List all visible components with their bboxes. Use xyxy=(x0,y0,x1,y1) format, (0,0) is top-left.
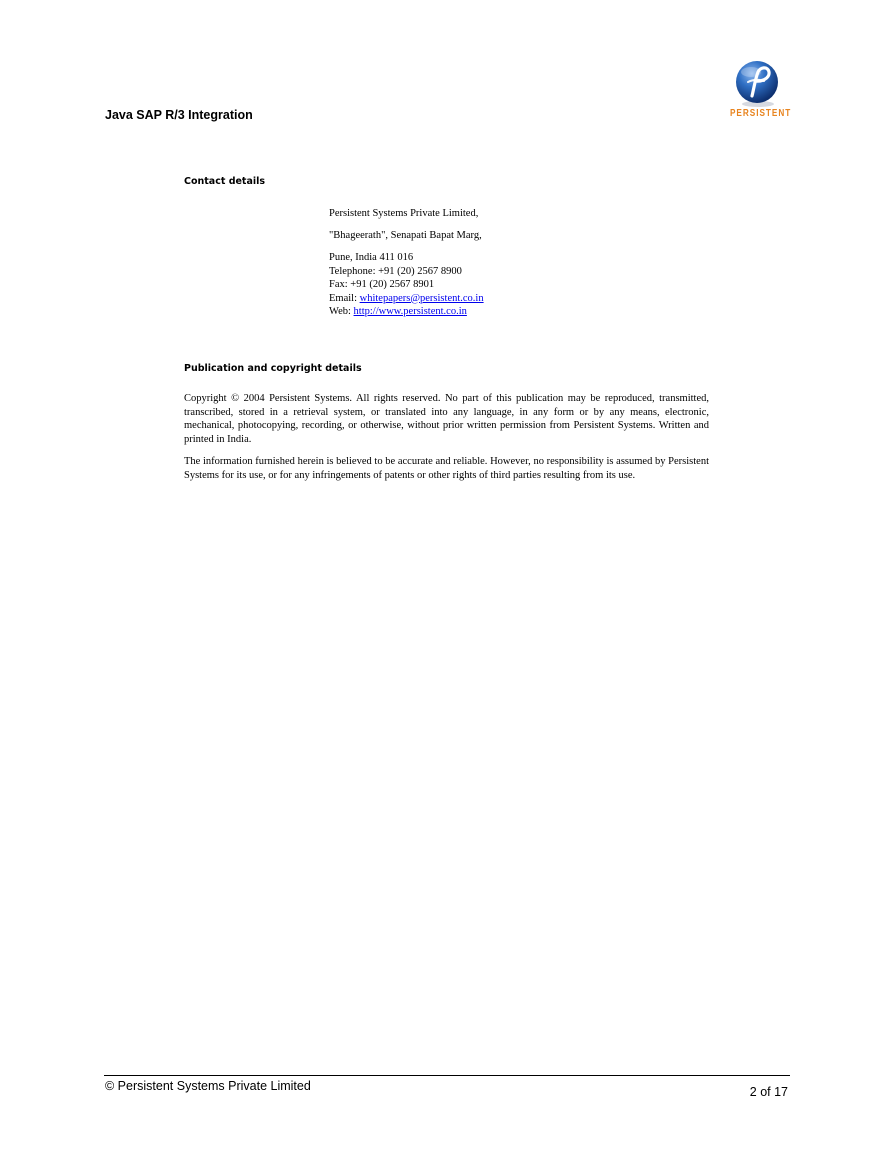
contact-heading: Contact details xyxy=(184,176,266,187)
footer-divider xyxy=(104,1075,790,1076)
company-name: Persistent Systems Private Limited, xyxy=(329,208,479,219)
web-link[interactable]: http://www.persistent.co.in xyxy=(353,306,467,317)
fax: Fax: +91 (20) 2567 8901 xyxy=(329,279,435,290)
email-line xyxy=(329,292,484,306)
footer-copyright: © Persistent Systems Private Limited xyxy=(105,1079,311,1093)
email-label: Email: xyxy=(329,292,360,304)
web-line xyxy=(329,305,484,319)
logo-wordmark: PERSISTENT xyxy=(729,108,792,119)
publication-heading: Publication and copyright details xyxy=(184,363,362,374)
disclaimer-paragraph: The information furnished herein is believed to be accurate and reliable. However, no responsibility is assumed by Persistent Systems for its use, or for any infringements of patents or other rights of third parties resulting from its use. xyxy=(184,456,709,481)
copyright-paragraph: Copyright © 2004 Persistent Systems. All rights reserved. No part of this publication may be reproduced, transmitted, transcribed, stored in a retrieval system, or translated into any language, in any form or by any means, electronic, mechanical, photocopying, recording, or otherwise, without prior written permission from Persistent Systems. Written and printed in India. xyxy=(184,393,709,446)
page-number: 2 of 17 xyxy=(749,1085,788,1099)
web-label: Web: xyxy=(329,306,354,317)
document-title: Java SAP R/3 Integration xyxy=(105,108,253,122)
email-link[interactable]: whitepapers@persistent.co.in xyxy=(359,292,484,304)
telephone: Telephone: +91 (20) 2567 8900 xyxy=(329,265,462,277)
persistent-logo-icon xyxy=(724,60,792,110)
city-address: Pune, India 411 016 xyxy=(329,252,414,263)
street-address: "Bhageerath", Senapati Bapat Marg, xyxy=(329,230,482,241)
persistent-logo xyxy=(724,60,792,124)
contact-address xyxy=(329,207,484,319)
